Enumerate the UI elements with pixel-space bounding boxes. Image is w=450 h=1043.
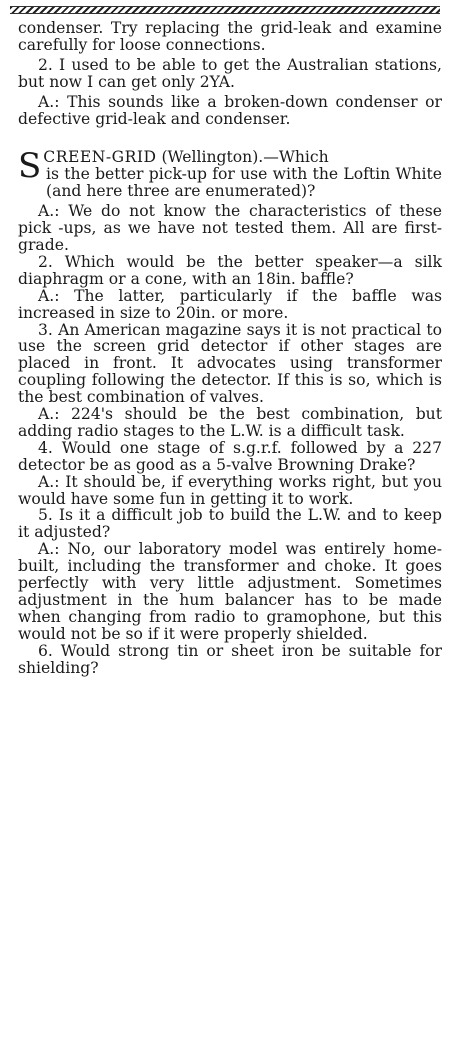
qa-paragraph-10: 6. Would strong tin or sheet iron be suitable for shielding? <box>18 641 442 677</box>
drop-cap: S <box>18 146 42 187</box>
intro-paragraph-1: condenser. Try replacing the grid-leak and examine carefully for loose connections. <box>18 19 442 54</box>
query-heading-rest: (Wellington).—Which <box>156 148 329 167</box>
qa-paragraph-7: A.: It should be, if everything works right, but you would have some fun in getting it to work. <box>18 472 442 508</box>
query-heading: CREEN-GRID <box>43 148 157 167</box>
qa-paragraph-4: 3. An American magazine says it is not practical to use the screen grid detector if other stages are placed in front. It advocates using transformer coupling following the detector. If this is so, which is the best combination of valves. <box>18 320 442 407</box>
decorative-top-rule <box>10 6 440 14</box>
qa-paragraph-9: A.: No, our laboratory model was entirely home-built, including the transformer and choke. It goes perfectly with very little adjustment. Sometimes adjustment in the hum balancer has to be made when changing from radio to gramophone, but this would not be so if it were properly shielded. <box>18 540 442 643</box>
intro-paragraph-2: 2. I used to be able to get the Australian stations, but now I can get only 2YA. <box>18 55 442 91</box>
qa-paragraph-3: A.: The latter, particularly if the baffle was increased in size to 20in. or more. <box>18 286 442 322</box>
article-column <box>18 20 442 677</box>
query-heading-paragraph <box>18 146 442 201</box>
qa-paragraph-1: A.: We do not know the characteristics of these pick -ups, as we have not tested them. All are first-grade. <box>18 202 442 254</box>
qa-paragraph-5: A.: 224's should be the best combination, but adding radio stages to the L.W. is a difficult task. <box>18 405 442 440</box>
qa-paragraph-8: 5. Is it a difficult job to build the L.W. and to keep it adjusted? <box>18 506 442 542</box>
query-continuation: is the better pick-up for use with the Loftin White (and here three are enumerated)? <box>46 165 442 201</box>
qa-paragraph-6: 4. Would one stage of s.g.r.f. followed by a 227 detector be as good as a 5-valve Browning Drake? <box>18 438 442 474</box>
intro-paragraph-3: A.: This sounds like a broken-down condenser or defective grid-leak and condenser. <box>18 92 442 128</box>
qa-paragraph-2: 2. Which would be the better speaker—a silk diaphragm or a cone, with an 18in. baffle? <box>18 252 442 288</box>
